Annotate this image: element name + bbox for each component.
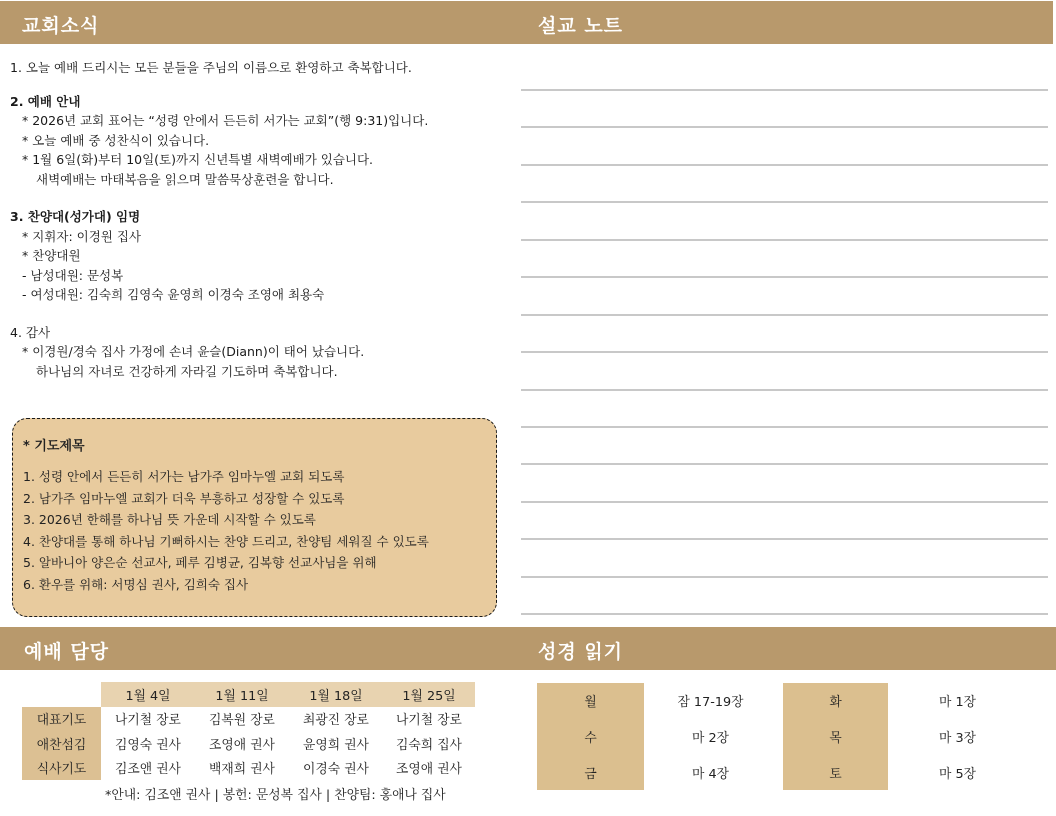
news-item-2-line: * 오늘 예배 중 성찬식이 있습니다. bbox=[22, 132, 210, 148]
duty-section-title: 예배 담당 bbox=[24, 641, 110, 663]
bible-reading-text: 마 3장 bbox=[939, 731, 976, 746]
news-item-3-line: * 찬양대원 bbox=[22, 248, 81, 263]
prayer-requests-box bbox=[12, 418, 497, 617]
bible-day: 금 bbox=[584, 767, 597, 782]
prayer-list bbox=[23, 466, 486, 595]
news-item-4-line: * 이경원/경숙 집사 가정에 손녀 윤슬(Diann)이 태어 났습니다. bbox=[22, 344, 365, 359]
bottom-header-band bbox=[0, 627, 1056, 670]
news-item-1-text: 1. 오늘 예배 드리시는 모든 분들을 주님의 이름으로 환영하고 축복합니다. bbox=[10, 60, 412, 75]
note-line bbox=[521, 89, 1048, 91]
news-item-4-heading: 4. 감사 bbox=[10, 324, 51, 340]
note-line bbox=[521, 276, 1048, 278]
duty-role: 대표기도 bbox=[22, 707, 101, 732]
duty-cell: 김조앤 권사 bbox=[115, 762, 181, 778]
news-item-3-heading: 3. 찬양대(성가대) 임명 bbox=[10, 209, 141, 224]
duty-date: 1월 11일 bbox=[195, 682, 289, 707]
duty-cell: 이경숙 권사 bbox=[303, 762, 369, 778]
note-line bbox=[521, 164, 1048, 166]
news-item-2-line: * 1월 6일(화)부터 10일(토)까지 신년특별 새벽예배가 있습니다. bbox=[22, 152, 374, 167]
bible-section-title: 성경 읽기 bbox=[538, 641, 624, 663]
news-item-4-line: 하나님의 자녀로 건강하게 자라길 기도하며 축복합니다. bbox=[36, 363, 338, 379]
note-line bbox=[521, 239, 1048, 241]
duty-date: 1월 25일 bbox=[383, 682, 475, 707]
prayer-item: 2. 남가주 임마누엘 교회가 더욱 부흥하고 성장할 수 있도록 bbox=[23, 490, 345, 506]
news-item-3-line: * 지휘자: 이경원 집사 bbox=[22, 228, 141, 244]
prayer-item: 1. 성령 안에서 든든히 서가는 남가주 임마누엘 교회 되도록 bbox=[23, 469, 345, 484]
duty-cell: 김복원 장로 bbox=[209, 713, 275, 729]
duty-cell: 윤영희 권사 bbox=[303, 737, 369, 753]
duty-cell: 조영애 권사 bbox=[209, 737, 275, 753]
duty-cell: 김영숙 권사 bbox=[115, 737, 181, 753]
bible-day: 화 bbox=[829, 695, 842, 710]
duty-cell: 최광진 장로 bbox=[303, 713, 369, 729]
note-line bbox=[521, 389, 1048, 391]
table-row bbox=[22, 756, 475, 781]
duty-date: 1월 18일 bbox=[289, 682, 383, 707]
worship-duty bbox=[22, 682, 475, 803]
duty-note: *안내: 김조앤 권사 | 봉헌: 문성복 집사 | 찬양팀: 홍애나 집사 bbox=[105, 788, 446, 803]
news-item-2-heading: 2. 예배 안내 bbox=[10, 93, 81, 109]
note-line bbox=[521, 314, 1048, 316]
duty-role: 식사기도 bbox=[22, 756, 101, 781]
duty-date: 1월 4일 bbox=[101, 682, 195, 707]
table-row bbox=[22, 731, 475, 756]
table-row bbox=[22, 707, 475, 732]
bible-day: 토 bbox=[829, 767, 842, 782]
news-item-3 bbox=[10, 207, 510, 305]
duty-corner bbox=[22, 682, 101, 707]
bible-day: 목 bbox=[829, 731, 842, 746]
news-item-4 bbox=[10, 323, 510, 382]
note-line bbox=[521, 201, 1048, 203]
duty-cell: 백재희 권사 bbox=[209, 762, 275, 778]
news-item-1 bbox=[10, 58, 510, 78]
prayer-item: 6. 환우를 위해: 서명심 권사, 김희숙 집사 bbox=[23, 576, 249, 592]
duty-cell: 나기철 장로 bbox=[396, 713, 462, 729]
news-item-2-line: 새벽예배는 마태복음을 읽으며 말씀묵상훈련을 합니다. bbox=[36, 171, 334, 187]
duty-cell: 나기철 장로 bbox=[115, 713, 181, 729]
prayer-item: 4. 찬양대를 통해 하나님 기뻐하시는 찬양 드리고, 찬양팀 세워질 수 있도록 bbox=[23, 533, 429, 549]
duty-header-row bbox=[22, 682, 475, 707]
news-item-3-line: - 여성대원: 김숙희 김영숙 윤영희 이경숙 조영애 최용숙 bbox=[22, 287, 325, 302]
note-line bbox=[521, 501, 1048, 503]
duty-role: 애찬섬김 bbox=[22, 731, 101, 756]
note-line bbox=[521, 463, 1048, 465]
church-news bbox=[10, 58, 510, 393]
bible-reading-text: 마 4장 bbox=[692, 767, 729, 782]
prayer-item: 3. 2026년 한해를 하나님 뜻 가운데 시작할 수 있도록 bbox=[23, 512, 316, 527]
duty-table bbox=[22, 682, 475, 780]
news-item-2-line: * 2026년 교회 표어는 “성령 안에서 든든히 서가는 교회”(행 9:31)입니다. bbox=[22, 113, 429, 128]
notes-section-title: 설교 노트 bbox=[538, 15, 624, 37]
prayer-title: * 기도제목 bbox=[23, 439, 85, 454]
duty-cell: 조영애 권사 bbox=[396, 762, 462, 778]
news-section-title: 교회소식 bbox=[22, 15, 100, 37]
note-line bbox=[521, 613, 1048, 615]
note-line bbox=[521, 538, 1048, 540]
note-line bbox=[521, 351, 1048, 353]
news-item-2 bbox=[10, 92, 510, 190]
duty-cell: 김숙희 집사 bbox=[396, 737, 462, 753]
note-line bbox=[521, 426, 1048, 428]
bible-day: 월 bbox=[584, 695, 597, 710]
bible-reading-text: 마 2장 bbox=[692, 731, 729, 746]
news-item-3-line: - 남성대원: 문성복 bbox=[22, 267, 124, 283]
bible-reading-text: 마 5장 bbox=[939, 767, 976, 782]
note-line bbox=[521, 576, 1048, 578]
bible-day: 수 bbox=[584, 731, 597, 746]
bible-reading-text: 잠 17-19장 bbox=[677, 695, 744, 710]
top-header-band bbox=[0, 1, 1053, 44]
note-line bbox=[521, 126, 1048, 128]
bible-reading bbox=[537, 683, 1017, 790]
prayer-item: 5. 알바니아 양은순 선교사, 페루 김병균, 김복향 선교사님을 위해 bbox=[23, 555, 377, 570]
bible-reading-text: 마 1장 bbox=[939, 695, 976, 710]
